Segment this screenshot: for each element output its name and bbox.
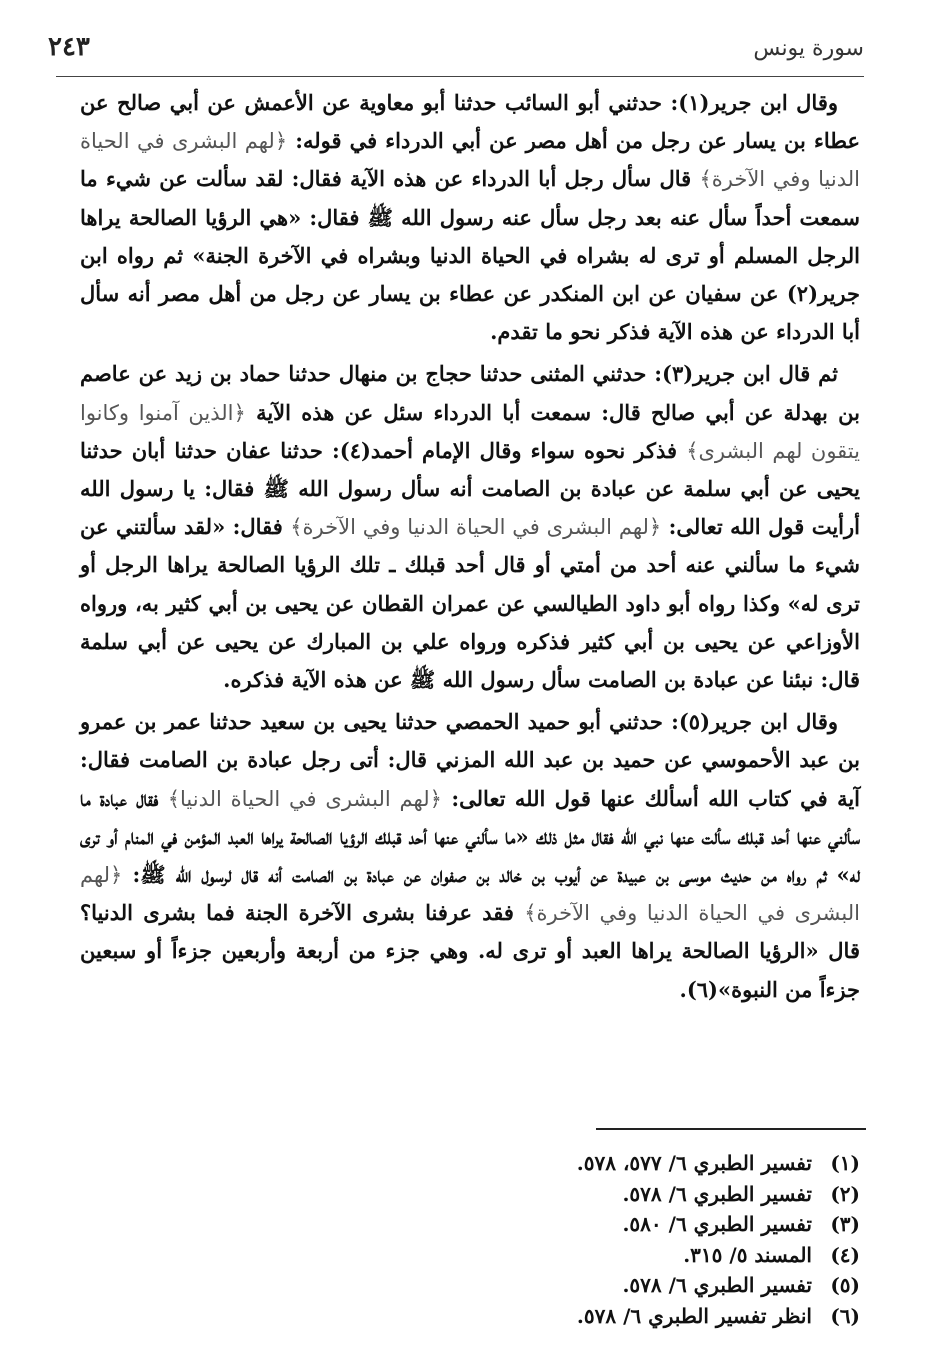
paragraph	[80, 84, 860, 351]
footnote-number: (٥)	[830, 1273, 860, 1297]
footnote-text: انظر تفسير الطبري ٦/ ٥٧٨.	[576, 1303, 812, 1328]
quran-quote: ﴿الذين آمنوا وكانوا يتقون لهم البشرى﴾	[80, 400, 860, 463]
footnote	[300, 1240, 860, 1271]
quran-quote: ﴿لهم البشرى في الحياة الدنيا وفي الآخرة﴾	[290, 515, 662, 540]
paragraph-text: فقال: «لقد سألتني عن شيء ما سألني عنه أحد من أمتي أو قال أحد قبلك ـ تلك الرؤيا الصالحة يراها الرجل أو ترى له» وكذا رواه أبو داود الطيالسي عن عمران القطان عن يحيى بن أبي كثير به، ورواه الأوزاعي عن يحيى بن أبي كثير فذكره ورواه علي بن المبارك عن يحيى عن أبي سلمة قال: نبئنا عن عبادة بن الصامت سأل رسول الله ﷺ عن هذه الآية فذكره.	[80, 514, 860, 693]
footnote-rule	[596, 1128, 866, 1130]
paragraph-text: فقال عبادة ما سألني عنها أحد قبلك سألت عنها نبي الله فقال مثل ذلك «ما سألني عنها أحد قبلك الرؤيا الصالحة يراها العبد المؤمن في المنام أو ترى له» ثم رواه من حديث موسى بن عبيدة عن أيوب بن خالد بن صفوان عن عبادة بن الصامت أنه قال لرسول الله ﷺ:	[80, 785, 860, 888]
running-head: سورة يونس	[753, 36, 864, 61]
paragraph-text: وقال ابن جرير(١): حدثني أبو السائب حدثنا أبو معاوية عن الأعمش عن أبي صالح عن عطاء بن يسار عن رجل من أهل مصر عن أبي الدرداء في قوله:	[80, 90, 860, 154]
body-text	[80, 84, 860, 1013]
quran-quote: ﴿لهم البشرى في الحياة الدنيا وفي الآخرة﴾	[80, 129, 860, 192]
footnote	[300, 1209, 860, 1240]
paragraph	[80, 703, 860, 1009]
footnotes	[300, 1148, 860, 1331]
footnote-number: (٢)	[830, 1181, 860, 1206]
footnote	[300, 1179, 860, 1210]
footnote-text: تفسير الطبري ٦/ ٥٧٨.	[622, 1181, 812, 1206]
page-header	[48, 30, 864, 70]
footnote-number: (٦)	[830, 1303, 860, 1328]
footnote	[300, 1270, 860, 1301]
footnote-text: تفسير الطبري ٦/ ٥٧٨.	[622, 1273, 812, 1297]
footnote-text: تفسير الطبري ٦/ ٥٧٧، ٥٧٨.	[576, 1151, 812, 1175]
paragraph-text: فذكر نحوه سواء وقال الإمام أحمد(٤): حدثنا عفان حدثنا أبان حدثنا يحيى عن أبي سلمة عن عبادة بن الصامت أنه سأل رسول الله ﷺ فقال: يا رسول الله أرأيت قول الله تعالى:	[80, 437, 860, 540]
footnote-text: المسند ٥/ ٣١٥.	[683, 1242, 812, 1267]
quran-quote: ﴿لهم البشرى في الحياة الدنيا وفي الآخرة﴾	[80, 863, 860, 926]
footnote-text: تفسير الطبري ٦/ ٥٨٠.	[622, 1212, 812, 1236]
footnote-number: (٣)	[830, 1212, 860, 1236]
header-rule	[56, 76, 864, 77]
footnote-number: (٤)	[830, 1242, 860, 1267]
footnote-number: (١)	[830, 1151, 860, 1175]
paragraph-text: قال سأل رجل أبا الدرداء عن هذه الآية فقال: لقد سألت عن شيء ما سمعت أحداً سأل عنه بعد رجل سأل عنه رسول الله ﷺ فقال: «هي الرؤيا الصالحة يراها الرجل المسلم أو ترى له بشراه في الحياة الدنيا وبشراه في الآخرة الجنة» ثم رواه ابن جرير(٢) عن سفيان عن ابن المنكدر عن عطاء بن يسار عن رجل من أهل مصر أنه سأل أبا الدرداء عن هذه الآية فذكر نحو ما تقدم.	[80, 166, 860, 345]
quran-quote: ﴿لهم البشرى في الحياة الدنيا﴾	[167, 786, 442, 811]
footnote	[300, 1301, 860, 1332]
paragraph	[80, 355, 860, 699]
paragraph-text: ثم قال ابن جرير(٣): حدثني المثنى حدثنا حجاج بن منهال حدثنا حماد بن زيد عن عاصم بن بهدلة عن أبي صالح قال: سمعت أبا الدرداء سئل عن هذه الآية	[80, 361, 860, 425]
paragraph-text: فقد عرفنا بشرى الآخرة الجنة فما بشرى الدنيا؟ قال «الرؤيا الصالحة يراها العبد أو ترى له. وهي جزء من أربعة وأربعين جزءاً أو سبعين جزءاً من النبوة»(٦).	[80, 900, 860, 1002]
page-number: ٢٤٣	[48, 32, 90, 62]
paragraph-text: وقال ابن جرير(٥): حدثني أبو حميد الحمصي حدثنا يحيى بن سعيد حدثنا عمر بن عمرو بن عبد الأحموسي عن حميد بن عبد الله المزني قال: أتى رجل عبادة بن الصامت فقال: آية في كتاب الله أسألك عنها قول الله تعالى:	[80, 709, 861, 811]
footnote	[300, 1148, 860, 1179]
